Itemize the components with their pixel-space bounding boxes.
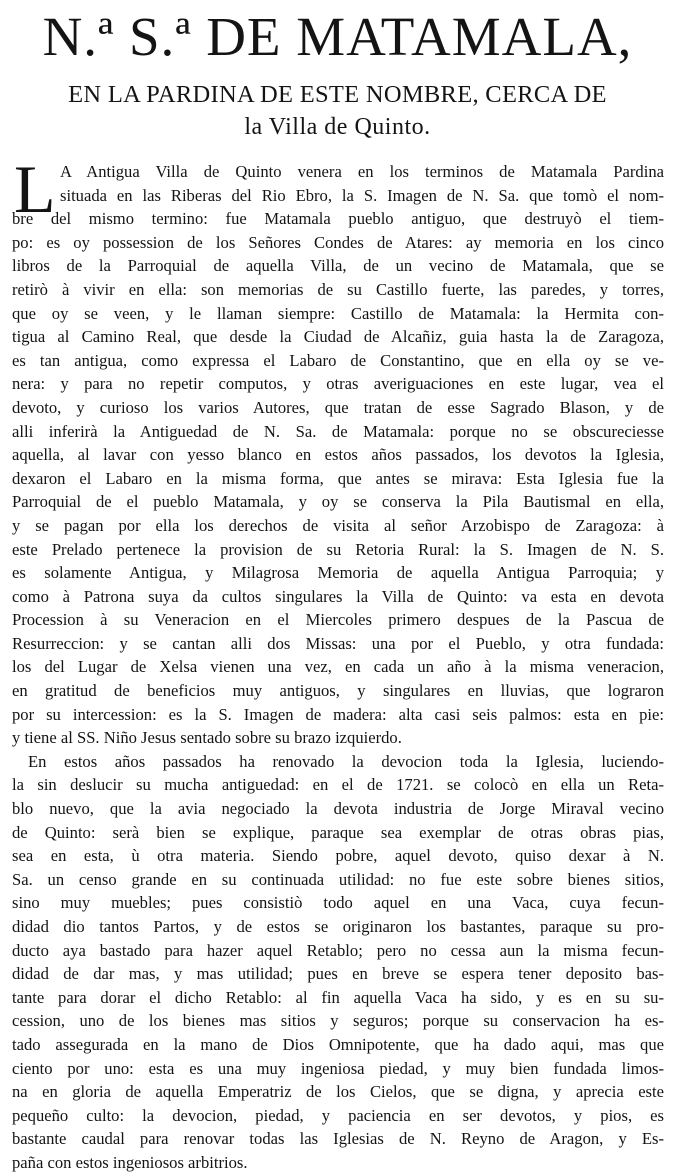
text-line: y se pagan por ella los derechos de visita al señor Arzobispo de Zaragoza: à <box>12 515 664 535</box>
text-line: Resurreccion: y se cantan alli dos Missas: una por el Pueblo, y otra fundada: <box>12 633 664 653</box>
text-line: didad de dar mas, y mas utilidad; pues en breve se espera tener deposito bas- <box>12 964 664 984</box>
text-line: En estos años passados ha renovado la devocion toda la Iglesia, luciendo- <box>28 751 664 771</box>
text-line: devoto, y curioso los varios Autores, que tratan de esse Sagrado Blason, y de <box>12 397 664 417</box>
text-line: tigua al Camino Real, que desde la Ciudad de Alcañiz, guia hasta la de Zaragoza, <box>12 327 664 347</box>
text-line: Procession à su Veneracion en el Miercoles primero despues de la Pascua de <box>12 610 664 630</box>
text-line: bastante caudal para renovar todas las Iglesias de N. Reyno de Aragon, y Es- <box>12 1129 664 1149</box>
text-line: es tan antigua, como expressa el Labaro de Constantino, que en ella oy se ve- <box>12 350 664 370</box>
page-title: N.ª S.ª DE MATAMALA, <box>42 6 633 67</box>
text-line: paña con estos ingeniosos arbitrios. <box>12 1152 248 1172</box>
text-line: pequeño culto: la devocion, piedad, y paciencia en ser devotos, y pios, es <box>12 1105 664 1125</box>
text-line: cession, uno de los bienes mas sitios y seguros; porque su conservacion ha es- <box>12 1011 664 1031</box>
text-line: bre del mismo termino: fue Matamala pueblo antiguo, que destruyò el tiem- <box>12 209 664 229</box>
text-line: didad dio tantos Partos, y de estos se originaron los bastantes, paraque su pro- <box>12 917 664 936</box>
text-line: na en gloria de aquella Emperatriz de los Cielos, que se digna, y aprecia este <box>12 1082 664 1102</box>
text-line: en gratitud de beneficios muy antiguos, y singulares en lluvias, que lograron <box>12 681 664 701</box>
text-line: este Prelado pertenece la provision de su Retoria Rural: la S. Imagen de N. S. <box>12 539 664 559</box>
text-line: Parroquial de el pueblo Matamala, y oy se conserva la Pila Bautismal en ella, <box>12 492 664 512</box>
drop-cap: L <box>14 151 56 227</box>
text-line: ciento por uno: esta es una muy ingeniosa piedad, y muy bien fundada limos- <box>12 1058 664 1078</box>
text-line: aquella, al lavar con yesso blanco en estos años passados, los devotos la Iglesia, <box>12 445 664 465</box>
text-line: sino muy muebles; pues consistiò todo aquel en una Vaca, cuya fecun- <box>12 893 664 913</box>
text-line: y tiene al SS. Niño Jesus sentado sobre su brazo izquierdo. <box>12 728 402 748</box>
text-line: dexaron el Labaro en la misma forma, que antes se mirava: Esta Iglesia fue la <box>12 468 664 488</box>
text-line: po: es oy possession de los Señores Condes de Atares: ay memoria en los cinco <box>12 232 664 252</box>
text-line: situada en las Riberas del Rio Ebro, la S. Imagen de N. Sa. que tomò el nom- <box>60 185 664 205</box>
text-line: ducto aya bastado para hazer aquel Retablo; pero no cessa aun la misma fecun- <box>12 940 664 960</box>
text-line: sea en esta, ù otra materia. Siendo pobre, aquel devoto, quiso dexar à N. <box>12 846 664 866</box>
text-line: tado assegurada en la mano de Dios Omnipotente, que ha dado aqui, mas que <box>12 1034 664 1054</box>
text-line: nera: y para no repetir computos, y otras averiguaciones en este lugar, vea el <box>12 374 664 394</box>
text-line: retirò à vivir en ella: son memorias de su Castillo fuerte, las paredes, y torres, <box>12 279 664 299</box>
body-text <box>12 151 664 1175</box>
text-line: Sa. un censo grande en su continuada utilidad: no fue este sobre bienes sitios, <box>12 869 664 889</box>
text-line: la sin deslucir su mucha antiguedad: en el de 1721. se colocò en ella un Reta- <box>12 775 664 795</box>
text-line: alli inferirà la Antiguedad de N. Sa. de Matamala: porque no se obscureciesse <box>12 421 664 441</box>
text-line: blo nuevo, que la avia negociado la devota industria de Jorge Miraval vecino <box>12 799 664 819</box>
text-line: como à Patrona suya da cultos singulares la Villa de Quinto: va esta en devota <box>12 586 664 606</box>
text-line: libros de la Parroquial de aquella Villa, de un vecino de Matamala, que se <box>12 256 664 276</box>
text-line: A Antigua Villa de Quinto venera en los terminos de Matamala Pardina <box>60 162 664 181</box>
text-line: que oy se veen, y le llaman siempre: Castillo de Matamala: la Hermita con- <box>12 303 664 323</box>
subtitle-line-1: EN LA PARDINA DE ESTE NOMBRE, CERCA DE <box>68 81 607 108</box>
text-line: de Quinto: serà bien se explique, paraque sea exemplar de otras obras pias, <box>12 822 664 842</box>
text-line: por su intercession: es la S. Imagen de madera: alta casi seis palmos: esta en pie: <box>12 704 664 724</box>
text-line: es solamente Antigua, y Milagrosa Memoria de aquella Antigua Parroquia; y <box>12 563 664 583</box>
text-line: los del Lugar de Xelsa vienen una vez, en cada un año à la misma veneracion, <box>12 657 664 677</box>
text-line: tante para dorar el dicho Retablo: al fin aquella Vaca ha sido, y es en su su- <box>12 987 664 1007</box>
subtitle-line-2: la Villa de Quinto. <box>244 114 431 140</box>
